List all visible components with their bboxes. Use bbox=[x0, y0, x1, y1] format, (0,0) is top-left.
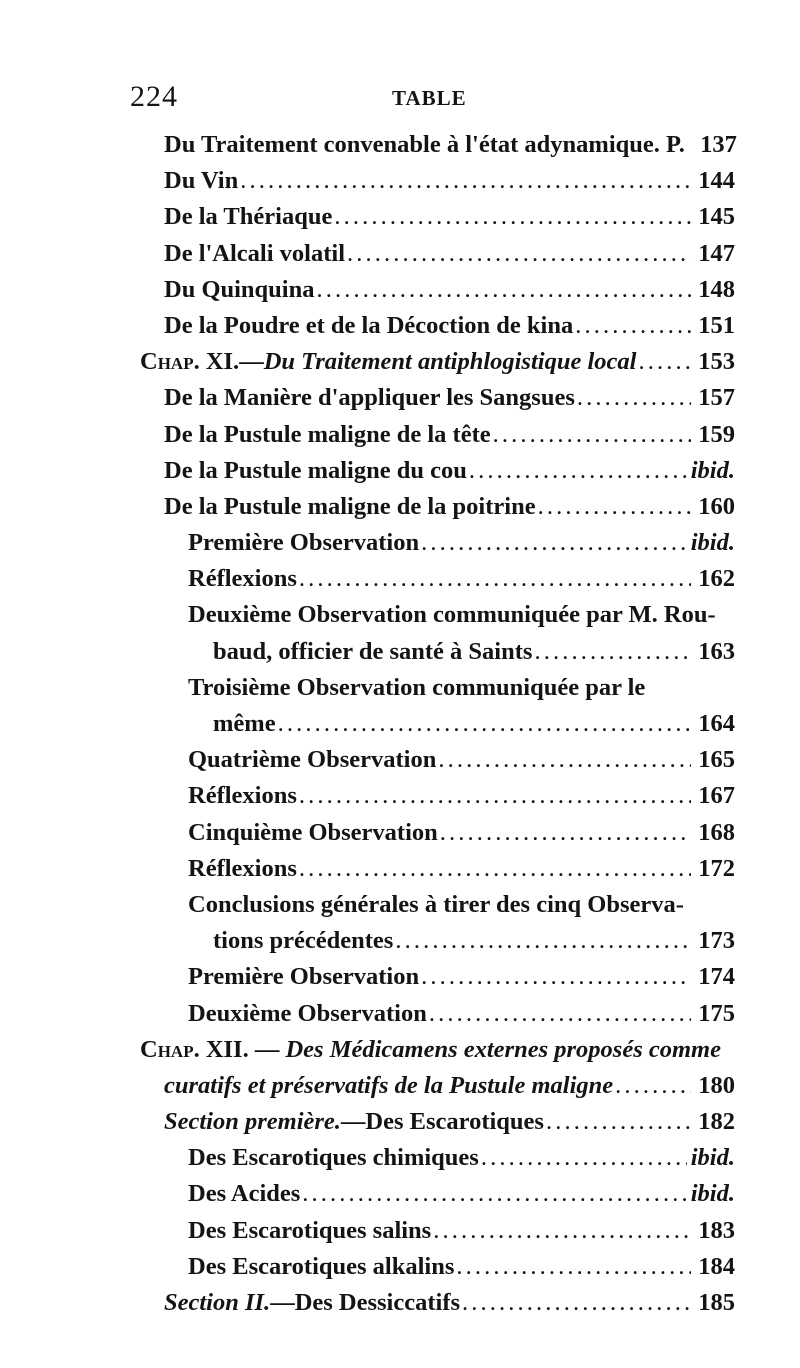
dot-leader bbox=[538, 493, 691, 521]
toc-entry-text: Du Traitement antiphlogistique local bbox=[263, 348, 637, 376]
toc-entry-text: même bbox=[213, 710, 276, 737]
toc-entry-continuation bbox=[0, 927, 800, 963]
dot-leader bbox=[302, 1180, 686, 1208]
toc-entry bbox=[0, 1000, 800, 1036]
toc-entry-text: Du Traitement convenable à l'état adynamique. P. bbox=[164, 131, 685, 158]
toc-page-ref: ibid. bbox=[690, 1144, 735, 1172]
toc-section-entry bbox=[0, 1108, 800, 1144]
page-header bbox=[0, 80, 800, 120]
toc-entry-text: baud, officier de santé à Saints bbox=[213, 637, 533, 665]
toc-page-ref: 185 bbox=[698, 1289, 735, 1316]
toc-entry-text: Première Observation bbox=[188, 963, 420, 991]
toc-entry-text: Des Escarotiques bbox=[365, 1108, 544, 1136]
toc-entry-text: Des Médicamens externes proposés comme bbox=[285, 1035, 721, 1063]
dot-leader bbox=[577, 384, 691, 412]
dot-leader bbox=[615, 1072, 691, 1100]
toc-page-ref: ibid. bbox=[690, 456, 735, 484]
toc-entry-text: De la Manière d'appliquer les Sangsues bbox=[164, 384, 575, 412]
dot-leader bbox=[638, 348, 691, 376]
toc-entry-text: Conclusions générales à tirer des cinq Observa- bbox=[188, 890, 684, 918]
toc-entry-text: — bbox=[248, 1035, 286, 1063]
toc-entry bbox=[0, 855, 800, 891]
toc-entry bbox=[0, 493, 800, 529]
toc-entry-continuation bbox=[0, 710, 800, 746]
toc-entry bbox=[0, 240, 800, 276]
toc-entry-text: De la Pustule maligne de la poitrine bbox=[164, 492, 536, 520]
toc-entry bbox=[0, 167, 800, 203]
toc-entry bbox=[0, 276, 800, 312]
dot-leader bbox=[299, 782, 691, 810]
toc-entry-text: Cinquième Observation bbox=[188, 818, 438, 846]
toc-entry-text: Réflexions bbox=[188, 854, 297, 882]
toc-entry-text: Des Escarotiques salins bbox=[188, 1216, 432, 1244]
toc-entry bbox=[0, 131, 800, 167]
toc-page-ref: 182 bbox=[698, 1108, 735, 1136]
toc-page-ref: 183 bbox=[698, 1216, 735, 1244]
toc-page-ref: 172 bbox=[698, 854, 735, 882]
toc-entry-text: Des Dessiccatifs bbox=[294, 1289, 461, 1316]
toc-entry-text: curatifs et préservatifs de la Pustule maligne bbox=[164, 1071, 614, 1099]
toc-chapter-entry bbox=[0, 348, 800, 384]
toc-chapter-entry bbox=[0, 1036, 800, 1072]
dot-leader bbox=[462, 1289, 691, 1317]
toc-page-ref: ibid. bbox=[690, 529, 735, 557]
toc-page-ref: 151 bbox=[698, 311, 735, 339]
dot-leader bbox=[299, 565, 691, 593]
toc-entry-text: Deuxième Observation bbox=[188, 999, 427, 1027]
section-label: Section première. bbox=[164, 1108, 341, 1136]
toc-entry-text: Quatrième Observation bbox=[188, 746, 437, 774]
page-number: 224 bbox=[130, 80, 178, 113]
dot-leader bbox=[469, 457, 687, 485]
chapter-label: Chap. XI. bbox=[140, 348, 240, 376]
toc-page-ref: 175 bbox=[698, 999, 735, 1027]
toc-page-ref: 163 bbox=[698, 637, 735, 665]
toc-entry bbox=[0, 1144, 800, 1180]
toc-entry-text: De la Pustule maligne du cou bbox=[164, 456, 467, 484]
toc-entry bbox=[0, 312, 800, 348]
toc-entry bbox=[0, 746, 800, 782]
chapter-label: Chap. XII. bbox=[140, 1035, 249, 1063]
dot-leader bbox=[493, 421, 691, 449]
dot-leader bbox=[575, 312, 691, 340]
toc-entry-text: — bbox=[270, 1289, 295, 1316]
toc-entry bbox=[0, 674, 800, 710]
toc-page-ref: 159 bbox=[698, 420, 735, 448]
toc-page-ref: 160 bbox=[698, 492, 735, 520]
dot-leader bbox=[278, 710, 691, 738]
dot-leader bbox=[438, 746, 691, 774]
toc-entry bbox=[0, 565, 800, 601]
toc-entry-text: Réflexions bbox=[188, 565, 297, 593]
toc-entry-text: Première Observation bbox=[188, 529, 420, 557]
toc-page-ref: 180 bbox=[698, 1071, 735, 1099]
dot-leader bbox=[240, 167, 691, 195]
toc-entry-text: De la Pustule maligne de la tête bbox=[164, 420, 491, 448]
toc-entry bbox=[0, 457, 800, 493]
dot-leader bbox=[317, 276, 692, 304]
toc-entry bbox=[0, 891, 800, 927]
dot-leader bbox=[334, 203, 691, 231]
toc-entry-text: De la Thériaque bbox=[164, 203, 333, 231]
dot-leader bbox=[456, 1253, 691, 1281]
toc-entry bbox=[0, 1217, 800, 1253]
toc-page-ref: 148 bbox=[698, 275, 735, 303]
dot-leader bbox=[429, 1000, 691, 1028]
toc-entry bbox=[0, 421, 800, 457]
toc-entry bbox=[0, 384, 800, 420]
toc-entry-text: De l'Alcali volatil bbox=[164, 239, 345, 267]
toc-section-entry bbox=[0, 1289, 800, 1325]
table-of-contents bbox=[0, 131, 800, 1325]
dot-leader bbox=[421, 963, 691, 991]
toc-entry-text: tions précédentes bbox=[213, 927, 394, 955]
dot-leader bbox=[546, 1108, 691, 1136]
dot-leader bbox=[421, 529, 687, 557]
toc-page-ref: 167 bbox=[698, 782, 735, 810]
toc-page-ref: 173 bbox=[698, 927, 735, 955]
toc-entry bbox=[0, 963, 800, 999]
toc-page-ref: 184 bbox=[698, 1252, 735, 1280]
toc-entry bbox=[0, 782, 800, 818]
toc-page-ref: 147 bbox=[698, 239, 735, 267]
toc-entry-text: Troisième Observation communiquée par le bbox=[188, 673, 646, 701]
toc-page-ref: 157 bbox=[698, 384, 735, 412]
dot-leader bbox=[440, 819, 691, 847]
toc-entry-text: Des Acides bbox=[188, 1180, 301, 1208]
toc-entry-text: — bbox=[340, 1108, 366, 1136]
toc-entry-text: Réflexions bbox=[188, 782, 297, 810]
toc-page-ref: 153 bbox=[698, 348, 735, 376]
toc-entry-text: De la Poudre et de la Décoction de kina bbox=[164, 311, 574, 339]
dot-leader bbox=[481, 1144, 687, 1172]
toc-entry bbox=[0, 1180, 800, 1216]
running-title: TABLE bbox=[392, 86, 467, 110]
toc-page-ref: 162 bbox=[698, 565, 735, 593]
toc-entry bbox=[0, 601, 800, 637]
dot-leader bbox=[433, 1217, 691, 1245]
toc-entry bbox=[0, 819, 800, 855]
toc-page-ref: ibid. bbox=[690, 1180, 735, 1208]
toc-entry-text: Des Escarotiques alkalins bbox=[188, 1252, 455, 1280]
toc-page-ref: 168 bbox=[698, 818, 735, 846]
dot-leader bbox=[347, 240, 691, 268]
toc-page-ref: 144 bbox=[698, 167, 735, 195]
toc-page-ref: 164 bbox=[698, 710, 735, 737]
toc-page-ref: 174 bbox=[698, 963, 735, 991]
dot-leader bbox=[395, 927, 691, 955]
toc-entry-text: Des Escarotiques chimiques bbox=[188, 1144, 479, 1172]
toc-entry-text: Du Vin bbox=[164, 167, 239, 195]
toc-entry bbox=[0, 1253, 800, 1289]
toc-page-ref: 137 bbox=[700, 131, 737, 158]
dot-leader bbox=[534, 638, 691, 666]
toc-entry-text: Du Quinquina bbox=[164, 275, 315, 303]
toc-entry bbox=[0, 529, 800, 565]
dot-leader bbox=[299, 855, 691, 883]
toc-entry bbox=[0, 203, 800, 239]
toc-chapter-continuation bbox=[0, 1072, 800, 1108]
toc-entry-text: Deuxième Observation communiquée par M. Rou- bbox=[188, 601, 716, 629]
toc-entry-continuation bbox=[0, 638, 800, 674]
section-label: Section II. bbox=[164, 1289, 271, 1316]
toc-entry-text: — bbox=[239, 348, 264, 376]
toc-page-ref: 145 bbox=[698, 203, 735, 231]
toc-page-ref: 165 bbox=[698, 746, 735, 774]
